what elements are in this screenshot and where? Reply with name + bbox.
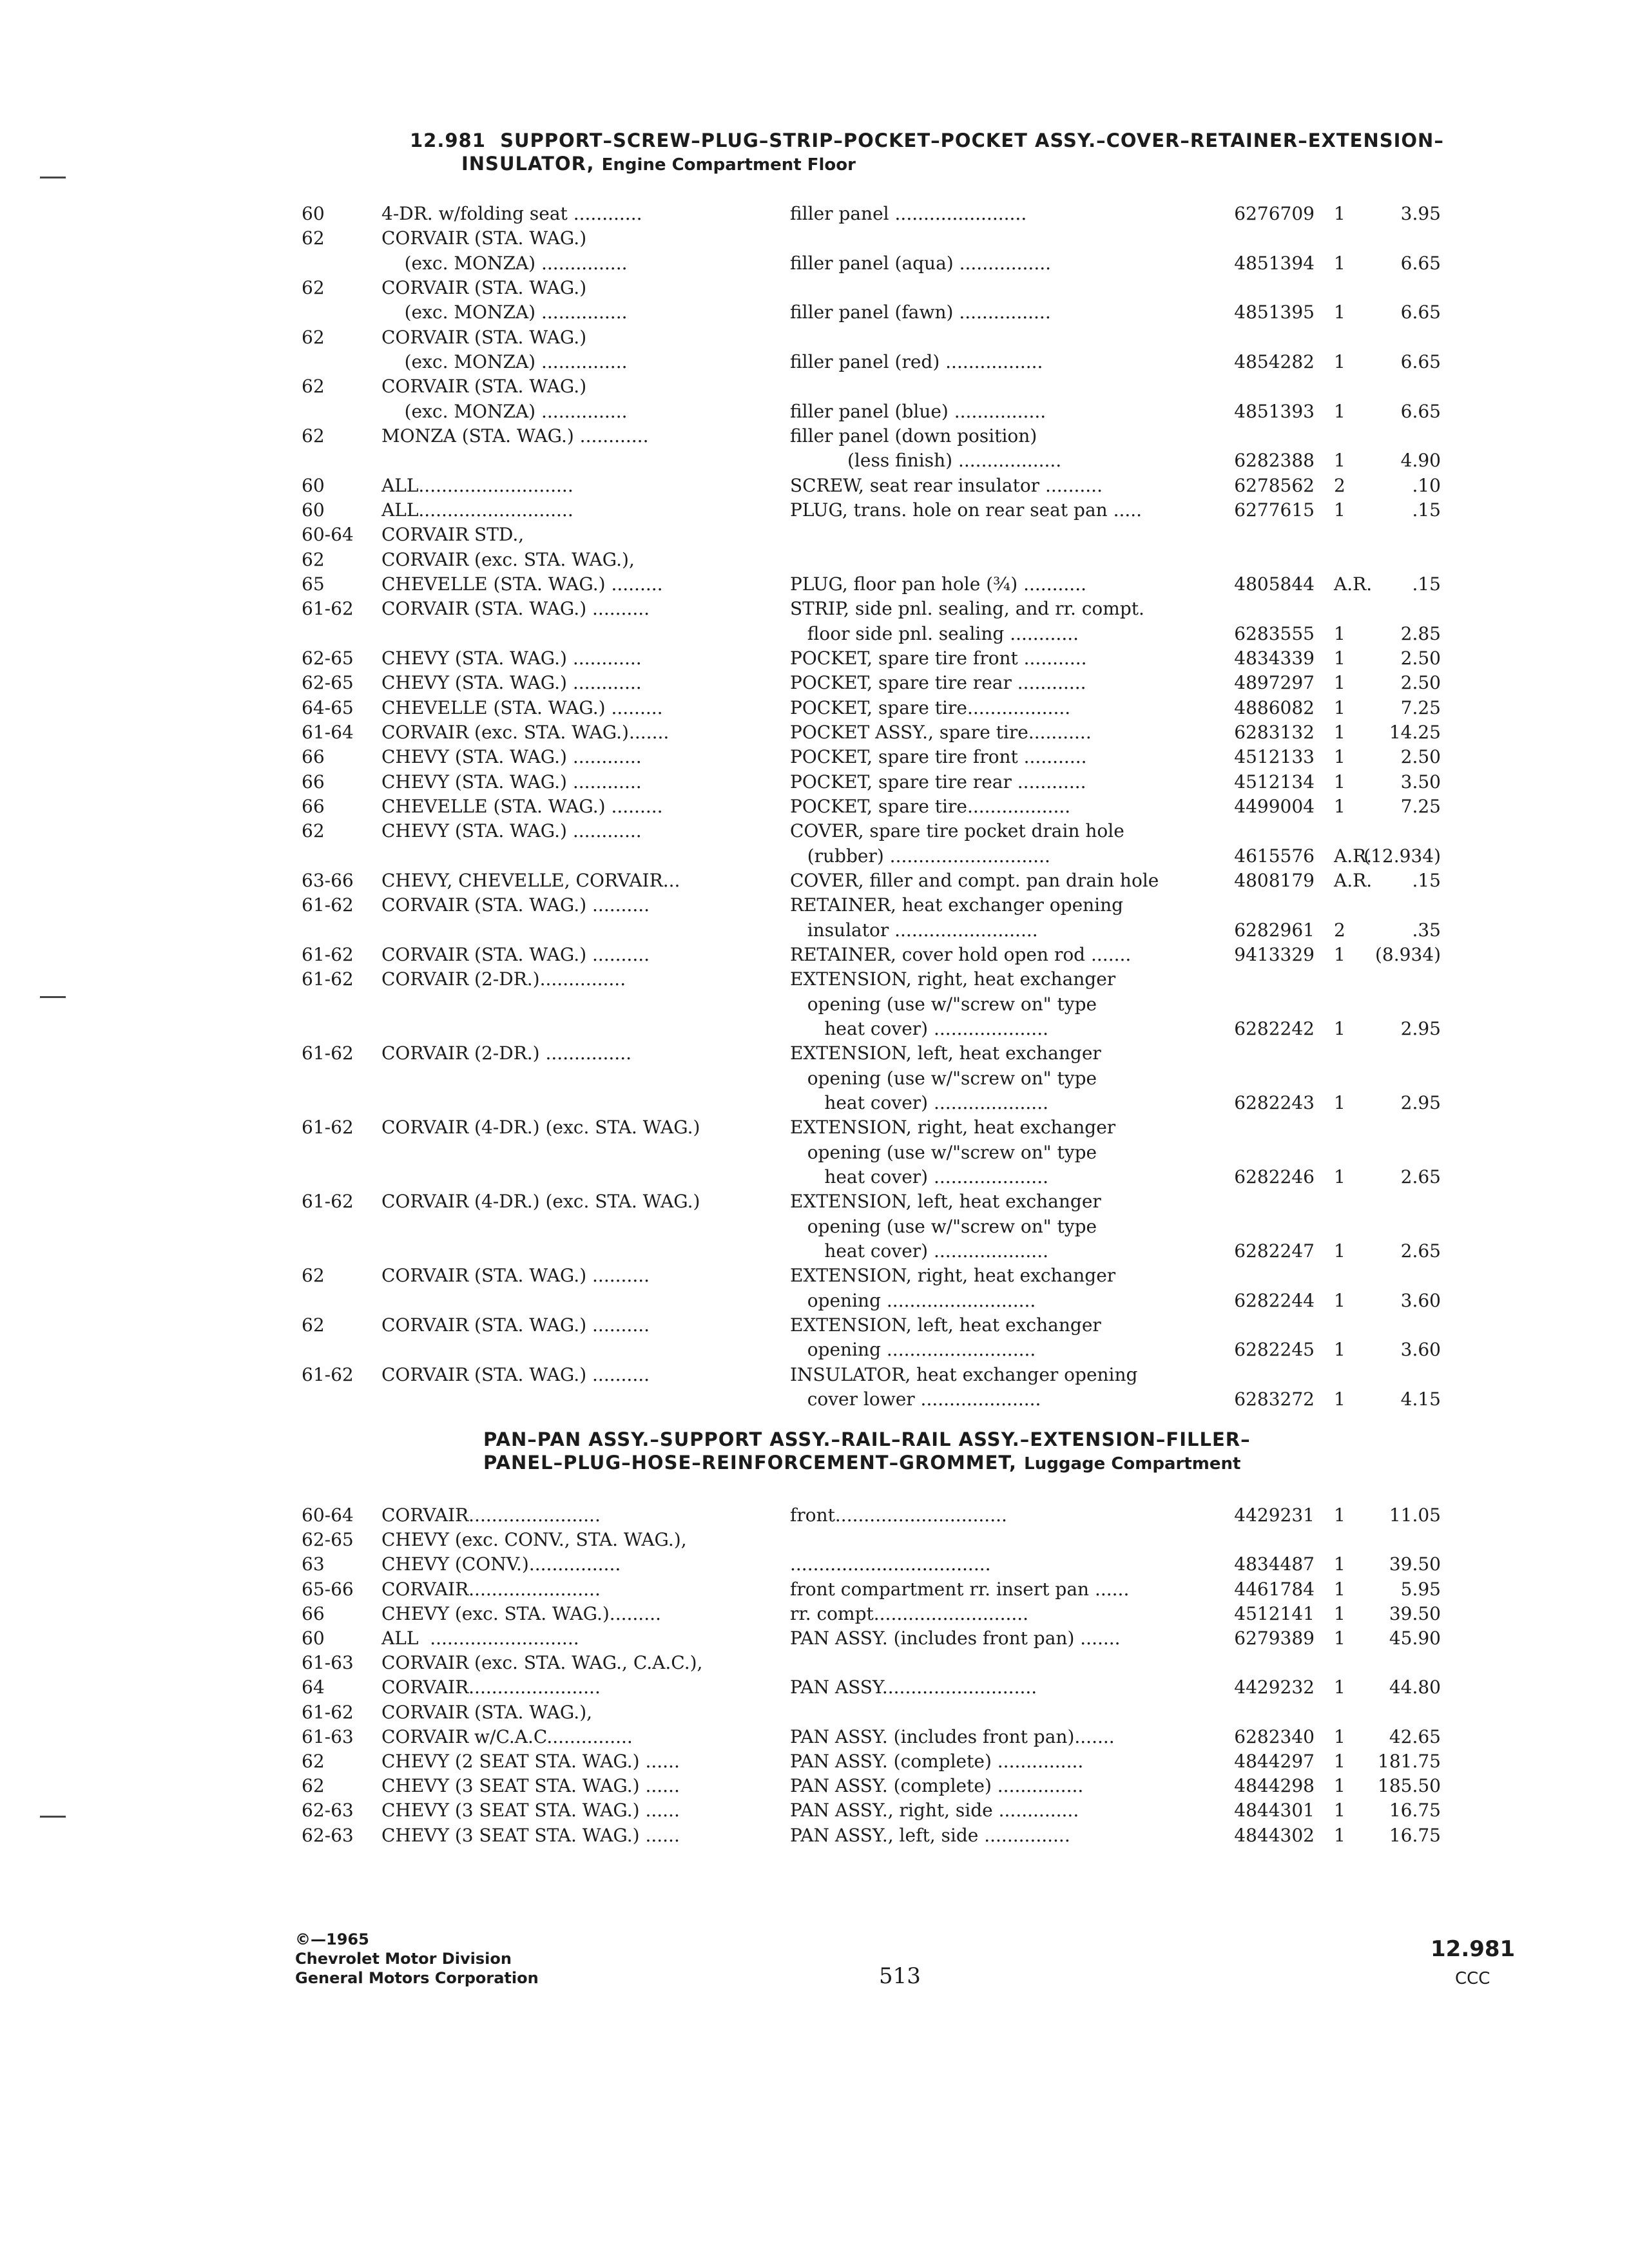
list-price: 2.95: [1400, 1017, 1441, 1039]
quantity: 1: [1334, 1751, 1345, 1772]
copyright-line: ©—1965: [295, 1930, 369, 1948]
quantity: 1: [1334, 1091, 1345, 1113]
quantity: 1: [1334, 1677, 1345, 1698]
part-number: 6277615: [1234, 499, 1315, 521]
model-year: 61-64: [302, 721, 354, 743]
model-applic: (exc. MONZA) ...............: [381, 302, 628, 323]
list-price: (12.934): [1364, 845, 1441, 867]
part-number: 4512133: [1234, 746, 1315, 768]
part-description: PAN ASSY., left, side ...............: [790, 1824, 1070, 1846]
part-number: 6282246: [1234, 1166, 1315, 1187]
part-description: floor side pnl. sealing ............: [790, 622, 1079, 644]
quantity: 1: [1334, 1166, 1345, 1187]
model-applic: CORVAIR (STA. WAG.) ..........: [381, 943, 650, 965]
part-description: SCREW, seat rear insulator ..........: [790, 474, 1103, 496]
quantity: 1: [1334, 1628, 1345, 1649]
margin-mark: [40, 996, 66, 998]
quantity: 1: [1334, 771, 1345, 793]
part-description: PAN ASSY. (complete) ...............: [790, 1775, 1084, 1797]
list-price: 4.15: [1400, 1388, 1441, 1410]
page-number: 513: [879, 1963, 921, 1989]
list-price: .10: [1412, 474, 1441, 496]
part-description: insulator .........................: [790, 919, 1038, 941]
model-year: 62: [302, 820, 325, 842]
part-number: 4834487: [1234, 1553, 1315, 1575]
part-description: EXTENSION, right, heat exchanger: [790, 968, 1116, 990]
part-description: opening (use w/"screw on" type: [790, 1215, 1097, 1237]
list-price: .35: [1412, 919, 1441, 941]
part-description: PAN ASSY. (complete) ...............: [790, 1751, 1084, 1772]
quantity: 1: [1334, 1289, 1345, 1311]
part-description: EXTENSION, left, heat exchanger: [790, 1191, 1101, 1213]
part-description: heat cover) ....................: [790, 1240, 1048, 1262]
model-year: 62: [302, 1775, 325, 1797]
part-description: heat cover) ....................: [790, 1091, 1048, 1113]
quantity: 1: [1334, 1240, 1345, 1262]
model-year: 65: [302, 573, 325, 595]
model-applic: ALL ..........................: [381, 1628, 579, 1649]
quantity: 1: [1334, 943, 1345, 965]
list-price: .15: [1412, 573, 1441, 595]
margin-mark: [40, 1816, 66, 1818]
code-suffix: CCC: [1455, 1969, 1490, 1988]
list-price: 2.95: [1400, 1091, 1441, 1113]
model-applic: CHEVELLE (STA. WAG.) .........: [381, 573, 663, 595]
part-number: 6282243: [1234, 1091, 1315, 1113]
part-description: STRIP, side pnl. sealing, and rr. compt.: [790, 598, 1144, 620]
model-year: 66: [302, 795, 325, 817]
model-applic: CHEVY (CONV.)................: [381, 1553, 621, 1575]
part-number: 6282961: [1234, 919, 1315, 941]
part-description: opening (use w/"screw on" type: [790, 1141, 1097, 1163]
model-year: 60-64: [302, 1504, 354, 1526]
list-price: 2.65: [1400, 1166, 1441, 1187]
model-year: 65-66: [302, 1578, 354, 1600]
part-number: 4897297: [1234, 672, 1315, 694]
quantity: 1: [1334, 622, 1345, 644]
model-year: 62-63: [302, 1824, 354, 1846]
part-number: 4854282: [1234, 351, 1315, 372]
quantity: 1: [1334, 672, 1345, 694]
quantity: 1: [1334, 647, 1345, 669]
model-year: 62: [302, 1314, 325, 1336]
part-number: 4808179: [1234, 869, 1315, 891]
part-number: 6282245: [1234, 1339, 1315, 1361]
part-number: 4512134: [1234, 771, 1315, 793]
part-description: opening (use w/"screw on" type: [790, 1067, 1097, 1089]
model-year: 60: [302, 474, 325, 496]
part-description: POCKET, spare tire..................: [790, 697, 1071, 718]
part-number: 6282388: [1234, 450, 1315, 472]
quantity: 1: [1334, 1017, 1345, 1039]
quantity: 1: [1334, 252, 1345, 274]
list-price: 14.25: [1389, 721, 1441, 743]
part-number: 4886082: [1234, 697, 1315, 718]
model-applic: CHEVELLE (STA. WAG.) .........: [381, 795, 663, 817]
model-year: 62: [302, 326, 325, 348]
part-description: POCKET ASSY., spare tire...........: [790, 721, 1092, 743]
quantity: 1: [1334, 450, 1345, 472]
part-number: 4834339: [1234, 647, 1315, 669]
part-description: ...................................: [790, 1553, 991, 1575]
part-description: PAN ASSY., right, side ..............: [790, 1800, 1079, 1821]
list-price: 2.50: [1400, 746, 1441, 768]
part-description: filler panel (red) .................: [790, 351, 1043, 372]
model-year: 62: [302, 376, 325, 398]
part-description: opening ..........................: [790, 1289, 1036, 1311]
model-year: 62: [302, 276, 325, 298]
quantity: 1: [1334, 302, 1345, 323]
list-price: 7.25: [1400, 697, 1441, 718]
quantity: 1: [1334, 1504, 1345, 1526]
list-price: 16.75: [1389, 1824, 1441, 1846]
quantity: 1: [1334, 1602, 1345, 1624]
part-number: 4844302: [1234, 1824, 1315, 1846]
quantity: 1: [1334, 1824, 1345, 1846]
quantity: 1: [1334, 1553, 1345, 1575]
model-applic: CHEVY (STA. WAG.) ............: [381, 647, 642, 669]
part-description: filler panel (aqua) ................: [790, 252, 1052, 274]
model-applic: CHEVY (3 SEAT STA. WAG.) ......: [381, 1824, 680, 1846]
section-title: 12.981 SUPPORT–SCREW–PLUG–STRIP–POCKET–POCKET ASSY.–COVER–RETAINER–EXTENSION–: [410, 130, 1444, 151]
model-year: 60: [302, 1628, 325, 1649]
model-year: 63-66: [302, 869, 354, 891]
section-title-caps: PANEL–PLUG–HOSE–REINFORCEMENT–GROMMET,: [483, 1452, 1017, 1474]
model-year: 64-65: [302, 697, 354, 718]
section-title-line-2: [461, 155, 856, 173]
model-applic: CORVAIR (exc. STA. WAG.),: [381, 548, 635, 570]
part-number: 6278562: [1234, 474, 1315, 496]
model-year: 62-63: [302, 1800, 354, 1821]
list-price: 181.75: [1378, 1751, 1441, 1772]
part-description: PLUG, floor pan hole (¾) ...........: [790, 573, 1087, 595]
model-year: 62: [302, 1751, 325, 1772]
part-number: 6282247: [1234, 1240, 1315, 1262]
model-year: 64: [302, 1677, 325, 1698]
part-description: rr. compt...........................: [790, 1602, 1029, 1624]
model-year: 62-65: [302, 672, 354, 694]
part-description: front..............................: [790, 1504, 1007, 1526]
model-applic: CHEVY (2 SEAT STA. WAG.) ......: [381, 1751, 680, 1772]
quantity: 1: [1334, 1388, 1345, 1410]
section-title-location: Engine Compartment Floor: [601, 155, 856, 175]
model-applic: CORVAIR (STA. WAG.) ..........: [381, 598, 650, 620]
part-description: PAN ASSY. (includes front pan).......: [790, 1725, 1115, 1747]
model-year: 62: [302, 548, 325, 570]
division-line: Chevrolet Motor Division: [295, 1950, 512, 1968]
quantity: 1: [1334, 746, 1345, 768]
quantity: 1: [1334, 351, 1345, 372]
part-description: COVER, spare tire pocket drain hole: [790, 820, 1124, 842]
section-title-caps: INSULATOR,: [461, 153, 595, 175]
model-applic: CHEVY (STA. WAG.) ............: [381, 746, 642, 768]
part-description: (less finish) ..................: [790, 450, 1062, 472]
quantity: 1: [1334, 795, 1345, 817]
part-description: filler panel (down position): [790, 425, 1037, 447]
model-year: 66: [302, 771, 325, 793]
list-price: 6.65: [1400, 252, 1441, 274]
part-description: cover lower .....................: [790, 1388, 1041, 1410]
list-price: 6.65: [1400, 302, 1441, 323]
model-applic: ALL...........................: [381, 474, 574, 496]
model-year: 66: [302, 1602, 325, 1624]
model-year: 61-62: [302, 1191, 354, 1213]
list-price: 39.50: [1389, 1602, 1441, 1624]
model-year: 62: [302, 425, 325, 447]
part-description: INSULATOR, heat exchanger opening: [790, 1363, 1138, 1385]
part-description: EXTENSION, right, heat exchanger: [790, 1265, 1116, 1287]
part-description: EXTENSION, right, heat exchanger: [790, 1117, 1116, 1139]
quantity: 1: [1334, 1800, 1345, 1821]
model-applic: ALL...........................: [381, 499, 574, 521]
model-year: 61-62: [302, 598, 354, 620]
part-description: filler panel (blue) ................: [790, 400, 1046, 422]
part-number: 6283555: [1234, 622, 1315, 644]
model-year: 60: [302, 203, 325, 224]
margin-mark: [40, 177, 66, 178]
part-number: 9413329: [1234, 943, 1315, 965]
quantity: 1: [1334, 400, 1345, 422]
model-applic: CHEVY (STA. WAG.) ............: [381, 820, 642, 842]
list-price: 44.80: [1389, 1677, 1441, 1698]
quantity: 1: [1334, 203, 1345, 224]
part-number: 4844298: [1234, 1775, 1315, 1797]
model-applic: CORVAIR (4-DR.) (exc. STA. WAG.): [381, 1117, 700, 1139]
quantity: 2: [1334, 474, 1345, 496]
quantity: 1: [1334, 1775, 1345, 1797]
model-year: 63: [302, 1553, 325, 1575]
part-description: POCKET, spare tire rear ............: [790, 672, 1086, 694]
part-number: 4512141: [1234, 1602, 1315, 1624]
list-price: 4.90: [1400, 450, 1441, 472]
model-applic: (exc. MONZA) ...............: [381, 351, 628, 372]
section-title-location: Luggage Compartment: [1024, 1454, 1241, 1474]
model-applic: CHEVY, CHEVELLE, CORVAIR...: [381, 869, 680, 891]
model-applic: CORVAIR (STA. WAG.) ..........: [381, 894, 650, 916]
model-applic: CHEVY (3 SEAT STA. WAG.) ......: [381, 1775, 680, 1797]
quantity: 1: [1334, 1725, 1345, 1747]
part-description: (rubber) ............................: [790, 845, 1050, 867]
model-year: 60: [302, 499, 325, 521]
part-number: 6279389: [1234, 1628, 1315, 1649]
list-price: 45.90: [1389, 1628, 1441, 1649]
model-applic: CORVAIR (exc. STA. WAG.).......: [381, 721, 670, 743]
corporation-line: General Motors Corporation: [295, 1969, 539, 1987]
quantity: 1: [1334, 499, 1345, 521]
model-applic: CORVAIR.......................: [381, 1578, 601, 1600]
list-price: 3.50: [1400, 771, 1441, 793]
model-applic: CORVAIR (STA. WAG.): [381, 276, 587, 298]
part-number: 6283272: [1234, 1388, 1315, 1410]
part-description: EXTENSION, left, heat exchanger: [790, 1314, 1101, 1336]
list-price: 2.50: [1400, 647, 1441, 669]
list-price: .15: [1412, 499, 1441, 521]
part-number: 4851395: [1234, 302, 1315, 323]
model-applic: CHEVY (3 SEAT STA. WAG.) ......: [381, 1800, 680, 1821]
model-applic: CORVAIR (2-DR.)...............: [381, 968, 626, 990]
model-year: 61-63: [302, 1725, 354, 1747]
list-price: 16.75: [1389, 1800, 1441, 1821]
part-number: 6282244: [1234, 1289, 1315, 1311]
model-applic: CORVAIR (4-DR.) (exc. STA. WAG.): [381, 1191, 700, 1213]
list-price: 185.50: [1378, 1775, 1441, 1797]
part-description: filler panel (fawn) ................: [790, 302, 1051, 323]
model-year: 62: [302, 1265, 325, 1287]
list-price: 7.25: [1400, 795, 1441, 817]
list-price: 3.60: [1400, 1289, 1441, 1311]
model-year: 61-62: [302, 894, 354, 916]
model-applic: CORVAIR (STA. WAG.): [381, 376, 587, 398]
list-price: 11.05: [1389, 1504, 1441, 1526]
model-year: 60-64: [302, 524, 354, 546]
part-description: filler panel .......................: [790, 203, 1027, 224]
part-number: 6282340: [1234, 1725, 1315, 1747]
list-price: 6.65: [1400, 351, 1441, 372]
model-applic: CORVAIR.......................: [381, 1504, 601, 1526]
part-description: POCKET, spare tire rear ............: [790, 771, 1086, 793]
part-description: heat cover) ....................: [790, 1166, 1048, 1187]
part-number: 4805844: [1234, 573, 1315, 595]
model-applic: CHEVY (STA. WAG.) ............: [381, 771, 642, 793]
part-description: front compartment rr. insert pan ......: [790, 1578, 1130, 1600]
model-applic: 4-DR. w/folding seat ............: [381, 203, 642, 224]
part-number: 4844297: [1234, 1751, 1315, 1772]
model-year: 62-65: [302, 647, 354, 669]
section-title: PAN–PAN ASSY.–SUPPORT ASSY.–RAIL–RAIL ASSY.–EXTENSION–FILLER–: [483, 1428, 1251, 1450]
section-title-line-2: [483, 1454, 1240, 1472]
model-year: 61-63: [302, 1652, 354, 1674]
model-applic: CHEVY (exc. CONV., STA. WAG.),: [381, 1529, 687, 1551]
quantity: 1: [1334, 721, 1345, 743]
part-description: opening ..........................: [790, 1339, 1036, 1361]
part-description: PAN ASSY...........................: [790, 1677, 1037, 1698]
model-applic: CORVAIR (STA. WAG.): [381, 326, 587, 348]
model-applic: CORVAIR (STA. WAG.),: [381, 1701, 593, 1723]
part-number: 4429232: [1234, 1677, 1315, 1698]
model-year: 61-62: [302, 1701, 354, 1723]
list-price: 2.65: [1400, 1240, 1441, 1262]
model-year: 62: [302, 227, 325, 249]
list-price: .15: [1412, 869, 1441, 891]
part-description: PLUG, trans. hole on rear seat pan .....: [790, 499, 1142, 521]
model-year: 61-62: [302, 968, 354, 990]
part-description: heat cover) ....................: [790, 1017, 1048, 1039]
list-price: 2.85: [1400, 622, 1441, 644]
model-year: 61-62: [302, 943, 354, 965]
part-description: POCKET, spare tire front ...........: [790, 647, 1087, 669]
part-number: 4429231: [1234, 1504, 1315, 1526]
model-applic: CORVAIR STD.,: [381, 524, 525, 546]
part-number: 6276709: [1234, 203, 1315, 224]
part-description: PAN ASSY. (includes front pan) .......: [790, 1628, 1121, 1649]
model-applic: CORVAIR (STA. WAG.): [381, 227, 587, 249]
model-year: 61-62: [302, 1117, 354, 1139]
part-number: 4851393: [1234, 400, 1315, 422]
model-applic: CORVAIR (STA. WAG.) ..........: [381, 1265, 650, 1287]
part-number: 4499004: [1234, 795, 1315, 817]
part-description: POCKET, spare tire front ...........: [790, 746, 1087, 768]
model-year: 61-62: [302, 1043, 354, 1064]
part-description: POCKET, spare tire..................: [790, 795, 1071, 817]
model-applic: CORVAIR (exc. STA. WAG., C.A.C.),: [381, 1652, 703, 1674]
part-number: 4461784: [1234, 1578, 1315, 1600]
part-number: 4615576: [1234, 845, 1315, 867]
quantity: 2: [1334, 919, 1345, 941]
part-description: RETAINER, heat exchanger opening: [790, 894, 1124, 916]
part-description: opening (use w/"screw on" type: [790, 993, 1097, 1015]
part-number: 6282242: [1234, 1017, 1315, 1039]
quantity: 1: [1334, 1578, 1345, 1600]
model-applic: CORVAIR (STA. WAG.) ..........: [381, 1363, 650, 1385]
quantity: 1: [1334, 1339, 1345, 1361]
model-applic: (exc. MONZA) ...............: [381, 400, 628, 422]
part-description: COVER, filler and compt. pan drain hole: [790, 869, 1159, 891]
model-year: 66: [302, 746, 325, 768]
model-applic: (exc. MONZA) ...............: [381, 252, 628, 274]
model-applic: CHEVY (exc. STA. WAG.).........: [381, 1602, 661, 1624]
list-price: 3.60: [1400, 1339, 1441, 1361]
part-number: 4851394: [1234, 252, 1315, 274]
model-year: 62-65: [302, 1529, 354, 1551]
quantity: A.R.: [1334, 573, 1373, 595]
list-price: 39.50: [1389, 1553, 1441, 1575]
model-year: 61-62: [302, 1363, 354, 1385]
quantity: A.R.: [1334, 869, 1373, 891]
model-applic: CORVAIR (2-DR.) ...............: [381, 1043, 632, 1064]
model-applic: CORVAIR w/C.A.C...............: [381, 1725, 633, 1747]
list-price: (8.934): [1374, 943, 1441, 965]
part-description: EXTENSION, left, heat exchanger: [790, 1043, 1101, 1064]
section-code: 12.981: [1431, 1936, 1516, 1962]
quantity: 1: [1334, 697, 1345, 718]
list-price: 6.65: [1400, 400, 1441, 422]
model-applic: CHEVY (STA. WAG.) ............: [381, 672, 642, 694]
model-applic: MONZA (STA. WAG.) ............: [381, 425, 649, 447]
part-number: 4844301: [1234, 1800, 1315, 1821]
part-description: RETAINER, cover hold open rod .......: [790, 943, 1132, 965]
list-price: 2.50: [1400, 672, 1441, 694]
part-number: 6283132: [1234, 721, 1315, 743]
list-price: 42.65: [1389, 1725, 1441, 1747]
model-applic: CHEVELLE (STA. WAG.) .........: [381, 697, 663, 718]
quantity: A.R.: [1334, 845, 1373, 867]
model-applic: CORVAIR.......................: [381, 1677, 601, 1698]
list-price: 5.95: [1400, 1578, 1441, 1600]
model-applic: CORVAIR (STA. WAG.) ..........: [381, 1314, 650, 1336]
list-price: 3.95: [1400, 203, 1441, 224]
